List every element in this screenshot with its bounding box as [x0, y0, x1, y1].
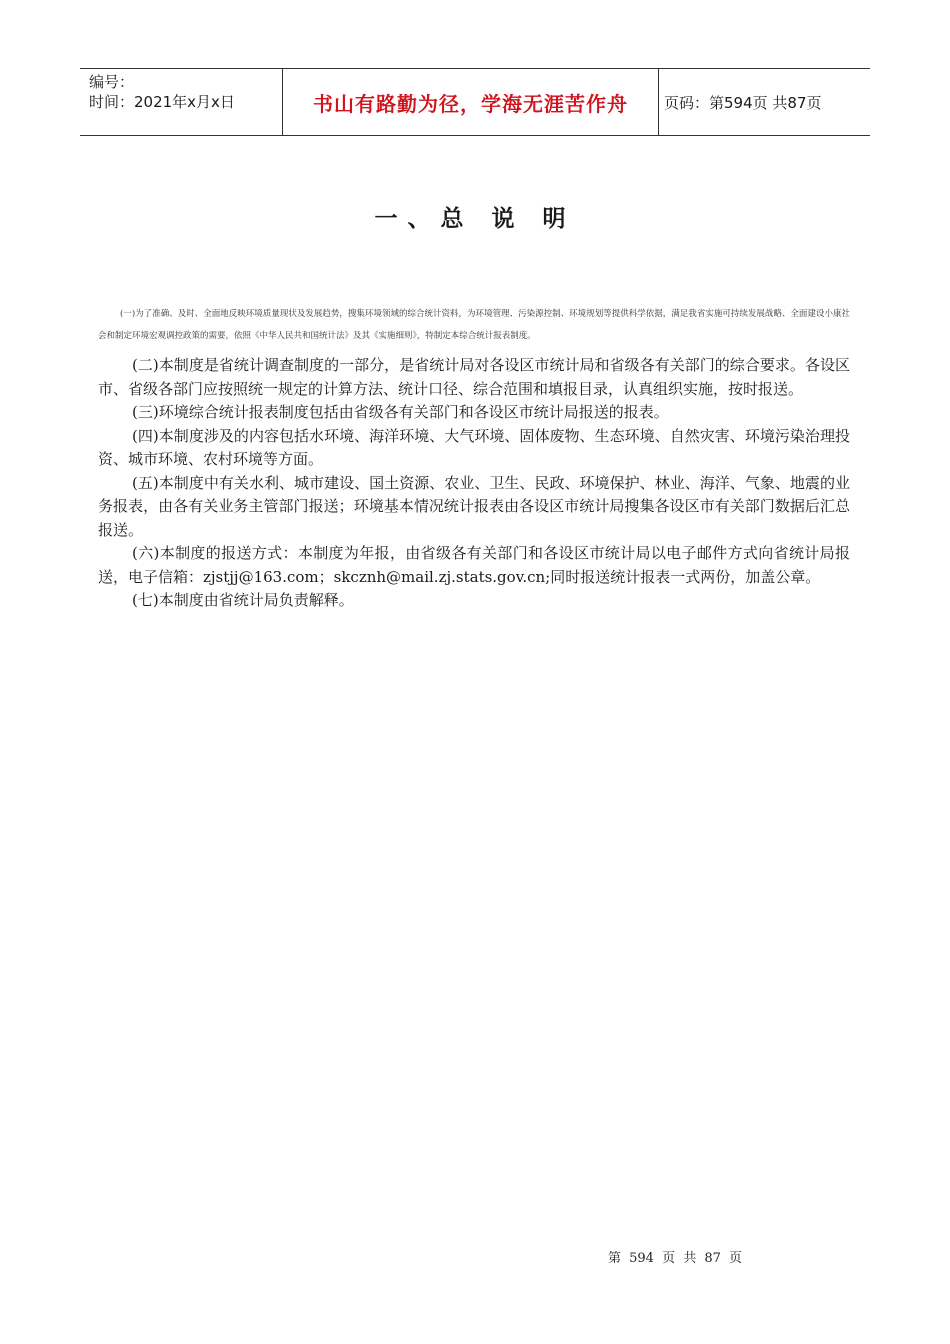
page-title: 一、总 说 明: [374, 206, 576, 232]
header-table: [80, 68, 870, 136]
header-page-info: 页码：第594页 共87页: [664, 93, 822, 112]
paragraph: (四)本制度涉及的内容包括水环境、海洋环境、大气环境、固体废物、生态环境、自然灾害、环境污染治理投资、城市环境、农村环境等方面。: [98, 426, 850, 468]
paragraph: (六)本制度的报送方式：本制度为年报，由省级各有关部门和各设区市统计局以电子邮件方式向省统计局报送，电子信箱：zjstjj@163.com；skcznh@mail.zj.stats.gov.cn;同时报送统计报表一式两份，加盖公章。: [98, 544, 850, 586]
header-motto-cell: [282, 69, 659, 135]
paragraph: (五)本制度中有关水利、城市建设、国土资源、农业、卫生、民政、环境保护、林业、海洋、气象、地震的业务报表，由各有关业务主管部门报送；环境基本情况统计报表由各设区市统计局搜集各设区市有关部门数据后汇总报送。: [98, 473, 850, 539]
paragraph: (二)本制度是省统计调查制度的一部分，是省统计局对各设区市统计局和省级各有关部门的综合要求。各设区市、省级各部门应按照统一规定的计算方法、统计口径、综合范围和填报目录，认真组织实施，按时报送。: [98, 356, 850, 398]
paragraph: (三)环境综合统计报表制度包括由省级各有关部门和各设区市统计局报送的报表。: [132, 403, 669, 421]
number-label: 编号：: [89, 73, 135, 91]
body-text: [98, 354, 850, 613]
header-meta: [80, 69, 282, 135]
header-motto: 书山有路勤为径，学海无涯苦作舟: [313, 91, 628, 116]
paragraph: (七)本制度由省统计局负责解释。: [132, 591, 354, 609]
header-page-info-cell: [659, 69, 870, 135]
intro-paragraph: (一)为了准确、及时、全面地反映环境质量现状及发展趋势，搜集环境领域的综合统计资料，为环境管理、污染源控制、环境规划等提供科学依据，满足我省实施可持续发展战略、全面建设小康社会和制定环境宏观调控政策的需要，依照《中华人民共和国统计法》及其《实施细则》，特制定本综合统计报表制度。: [98, 309, 850, 341]
time-label: 时间：2021年x月x日: [89, 93, 235, 111]
page-footer: 第 594 页 共 87 页: [608, 1251, 743, 1266]
